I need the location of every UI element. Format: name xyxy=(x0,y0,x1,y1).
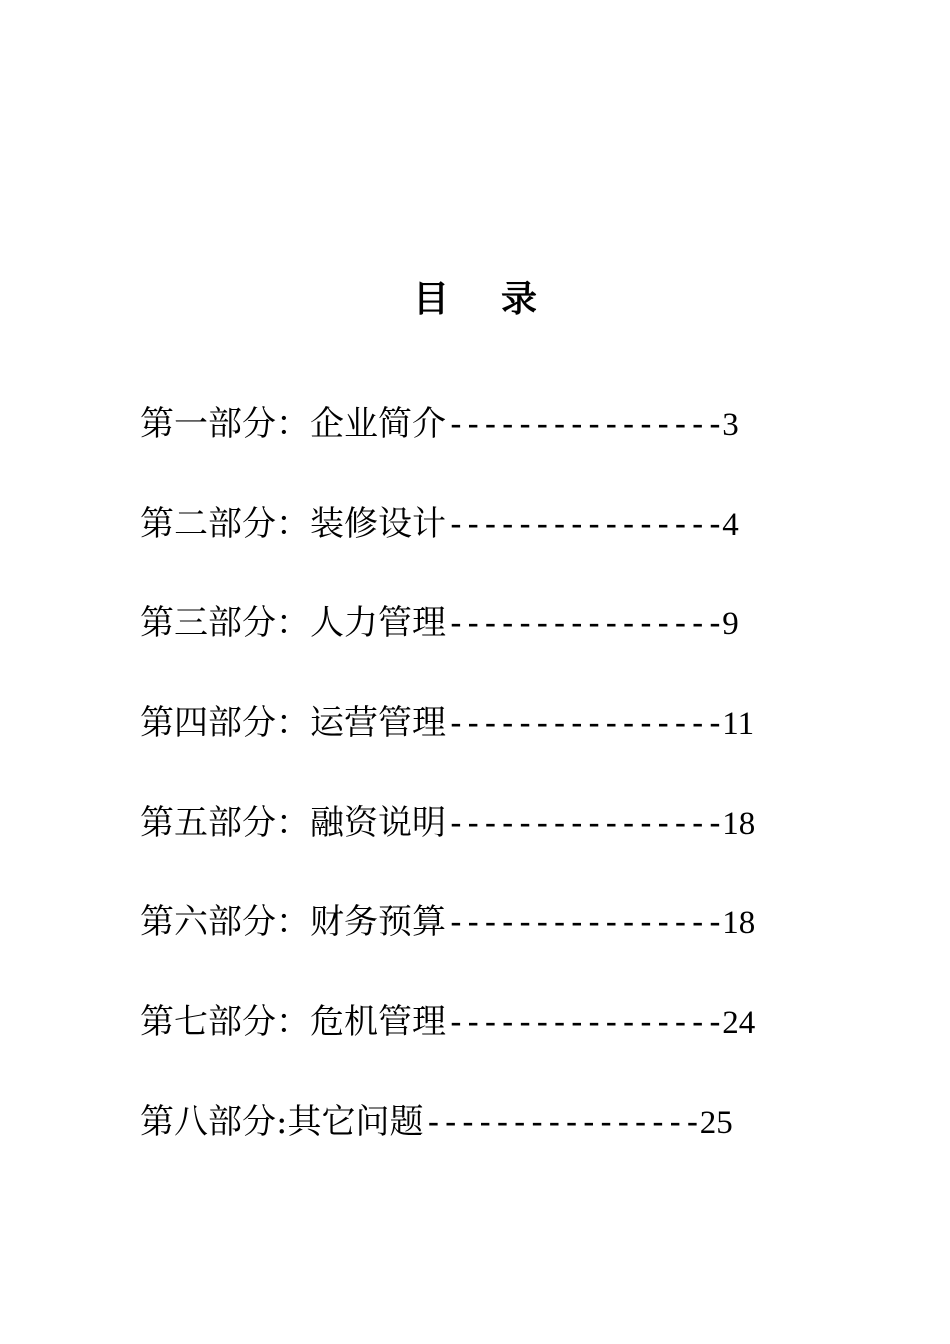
toc-page-number: 18 xyxy=(722,905,756,942)
toc-part-label: 第二部分 xyxy=(140,503,276,544)
toc-separator: ： xyxy=(276,802,310,843)
toc-page-number: 3 xyxy=(722,407,739,443)
toc-entry-part-1[interactable] xyxy=(140,395,840,495)
toc-section-title: 企业简介 xyxy=(310,404,446,444)
toc-entry-part-3[interactable] xyxy=(140,594,840,694)
toc-entry-part-2[interactable] xyxy=(140,495,840,595)
toc-leader: ---------------- xyxy=(446,902,723,942)
toc-entry-part-7[interactable] xyxy=(140,993,840,1093)
toc-separator: ： xyxy=(276,603,310,644)
toc-part-label: 第七部分 xyxy=(140,1002,276,1043)
toc-leader: ---------------- xyxy=(446,404,723,443)
toc-entry-part-5[interactable] xyxy=(140,794,840,894)
toc-separator: ： xyxy=(276,404,310,444)
toc-leader: ---------------- xyxy=(446,503,723,543)
toc-leader: ---------------- xyxy=(423,1101,700,1141)
toc-separator: ： xyxy=(276,1002,310,1043)
toc-page-number: 25 xyxy=(699,1104,733,1141)
toc-page-number: 18 xyxy=(722,805,756,842)
page-title: 目录 xyxy=(412,279,589,320)
toc-separator: : xyxy=(276,1101,288,1142)
toc-leader: ---------------- xyxy=(446,603,723,643)
toc-part-label: 第三部分 xyxy=(140,603,276,644)
toc-section-title: 人力管理 xyxy=(310,603,446,644)
toc-separator: ： xyxy=(276,703,310,744)
toc-separator: ： xyxy=(276,902,310,943)
toc-section-title: 融资说明 xyxy=(310,802,446,843)
toc-leader: ---------------- xyxy=(446,703,723,743)
toc-section-title: 装修设计 xyxy=(310,503,446,544)
toc-part-label: 第四部分 xyxy=(140,703,276,744)
table-of-contents xyxy=(140,395,840,1193)
toc-separator: ： xyxy=(276,503,310,544)
toc-entry-part-4[interactable] xyxy=(140,694,840,794)
toc-part-label: 第八部分 xyxy=(140,1101,276,1142)
toc-section-title: 危机管理 xyxy=(310,1002,446,1043)
toc-entry-part-6[interactable] xyxy=(140,893,840,993)
toc-section-title: 运营管理 xyxy=(310,703,446,744)
toc-page-number: 24 xyxy=(722,1005,756,1042)
toc-leader: ---------------- xyxy=(446,802,723,842)
toc-entry-part-8[interactable] xyxy=(140,1093,840,1193)
toc-part-label: 第六部分 xyxy=(140,902,276,943)
toc-part-label: 第五部分 xyxy=(140,802,276,843)
toc-page-number: 9 xyxy=(722,606,739,643)
toc-page-number: 11 xyxy=(722,706,755,743)
toc-leader: ---------------- xyxy=(446,1002,723,1042)
toc-section-title: 其它问题 xyxy=(287,1101,424,1142)
toc-section-title: 财务预算 xyxy=(310,902,446,943)
toc-page-number: 4 xyxy=(722,506,739,543)
toc-part-label: 第一部分 xyxy=(140,404,276,444)
